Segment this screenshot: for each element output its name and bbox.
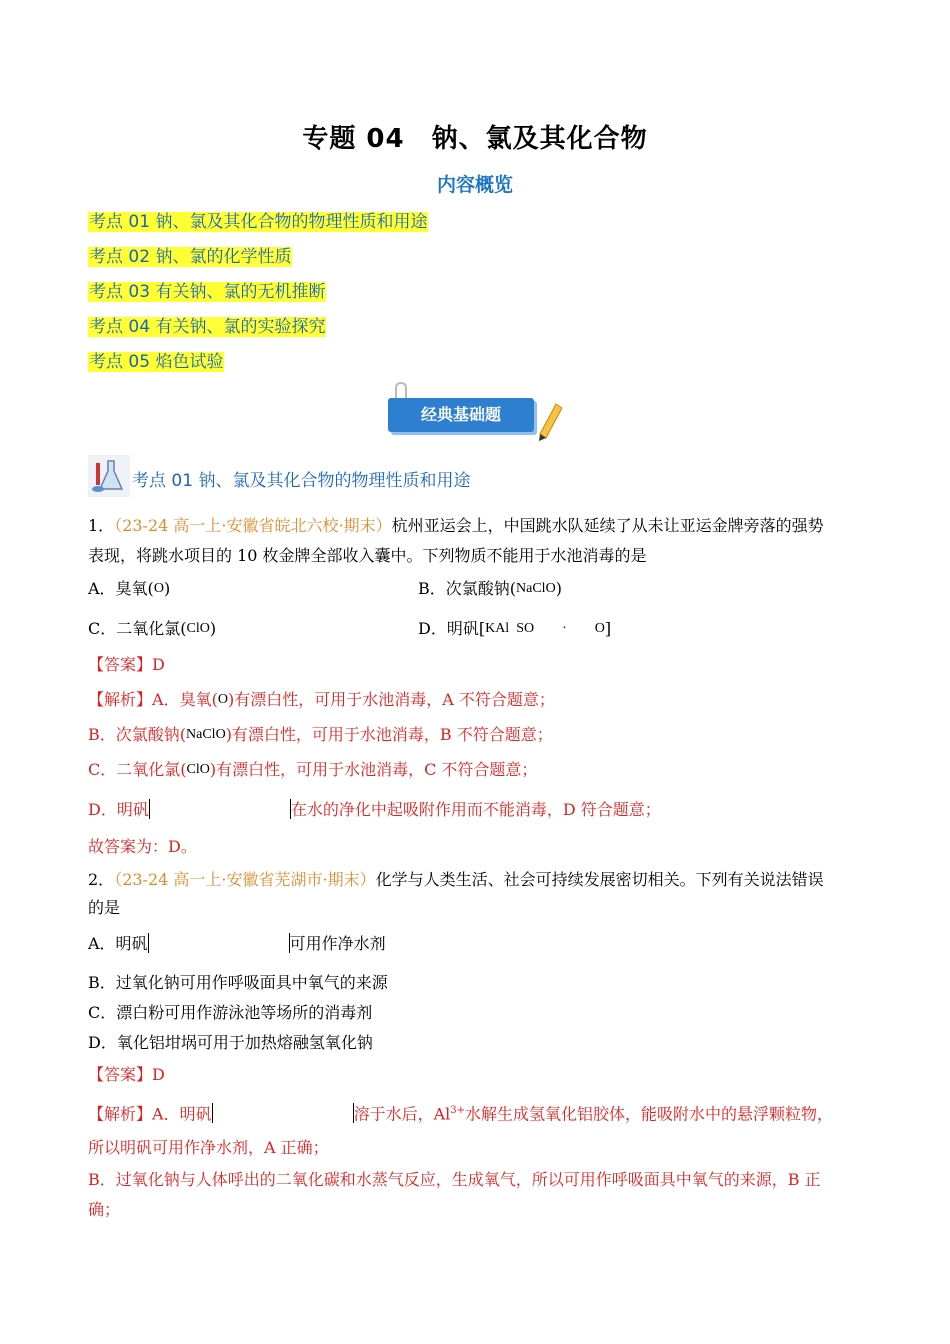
q1-analysis-c: C．二氧化氯(ClO)有漂白性，可用于水池消毒，C 不符合题意；: [88, 760, 538, 779]
q1-option-d[interactable]: D．明矾[KAl SO · O]: [418, 619, 612, 638]
pencil-icon: [536, 402, 566, 442]
q1-analysis-b: B．次氯酸钠(NaClO)有漂白性，可用于水池消毒，B 不符合题意；: [88, 725, 553, 744]
q1-option-a[interactable]: A．臭氧(O): [88, 579, 171, 598]
q1-option-c[interactable]: C．二氧化氯(ClO): [88, 619, 217, 638]
q1-number: 1．: [88, 516, 115, 535]
q1-text1: 杭州亚运会上，中国跳水队延续了从未让亚运金牌旁落的强势: [391, 516, 824, 535]
page-title: 专题 04 钠、氯及其化合物: [302, 124, 648, 154]
q2-source: （23-24 高一上·安徽省芜湖市·期末）: [114, 870, 376, 889]
q2-analysis-b-line1: B．过氧化钠与人体呼出的二氧化碳和水蒸气反应，生成氧气，所以可用作呼吸面具中氧气的来源，B 正: [88, 1170, 821, 1189]
toc-item-1[interactable]: 考点 01 钠、氯及其化合物的物理性质和用途: [89, 212, 428, 232]
q2-number: 2．: [88, 870, 115, 889]
toc-item-5[interactable]: 考点 05 焰色试验: [89, 352, 224, 372]
formula-placeholder: [148, 933, 290, 953]
q2-analysis-b-line2: 确；: [88, 1200, 121, 1219]
q2-stem-line1: [88, 868, 863, 892]
content-overview-heading: 内容概览: [436, 174, 513, 196]
q2-option-c[interactable]: C．漂白粉可用作游泳池等场所的消毒剂: [88, 1003, 373, 1022]
section-heading: 考点 01 钠、氯及其化合物的物理性质和用途: [132, 471, 471, 491]
q2-analysis-a-line2: 所以明矾可用作净水剂，A 正确；: [88, 1138, 329, 1157]
toc-item-2[interactable]: 考点 02 钠、氯的化学性质: [89, 247, 292, 267]
flask-icon: [88, 455, 130, 497]
classic-basics-banner: 经典基础题: [388, 398, 534, 432]
q1-source: （23-24 高一上·安徽省皖北六校·期末）: [114, 516, 392, 535]
q2-analysis-a: 【解析】A．明矾 溶于水后，$Al^{3+}$水解生成氢氧化铝胶体，能吸附水中的悬浮颗粒物，: [88, 1104, 834, 1124]
q1-analysis-d: D．明矾 在水的净化中起吸附作用而不能消毒，D 符合题意；: [88, 800, 661, 819]
q1-option-b[interactable]: B．次氯酸钠(NaClO): [418, 579, 562, 598]
q2-text1: 化学与人类生活、社会可持续发展密切相关。下列有关说法错误: [375, 870, 824, 889]
q1-stem-line2: 表现，将跳水项目的 10 枚金牌全部收入囊中。下列物质不能用于水池消毒的是: [88, 546, 647, 565]
q2-option-d[interactable]: D．氧化铝坩埚可用于加热熔融氢氧化钠: [88, 1033, 373, 1052]
q1-analysis-a: 【解析】A．臭氧(O)有漂白性，可用于水池消毒，A 不符合题意；: [88, 690, 555, 709]
q2-answer: 【答案】D: [88, 1065, 165, 1084]
q1-answer: 【答案】D: [88, 655, 165, 674]
q2-stem-line2: 的是: [88, 898, 121, 917]
formula-placeholder: [149, 799, 291, 819]
toc-item-3[interactable]: 考点 03 有关钠、氯的无机推断: [89, 282, 326, 302]
q1-stem-line1: [88, 514, 863, 538]
q1-final-answer: 故答案为：D。: [88, 837, 197, 856]
toc-item-4[interactable]: 考点 04 有关钠、氯的实验探究: [89, 317, 326, 337]
formula-placeholder: [212, 1103, 354, 1123]
q2-option-a[interactable]: A．明矾 可用作净水剂: [88, 934, 386, 953]
q2-option-b[interactable]: B．过氧化钠可用作呼吸面具中氧气的来源: [88, 973, 388, 992]
